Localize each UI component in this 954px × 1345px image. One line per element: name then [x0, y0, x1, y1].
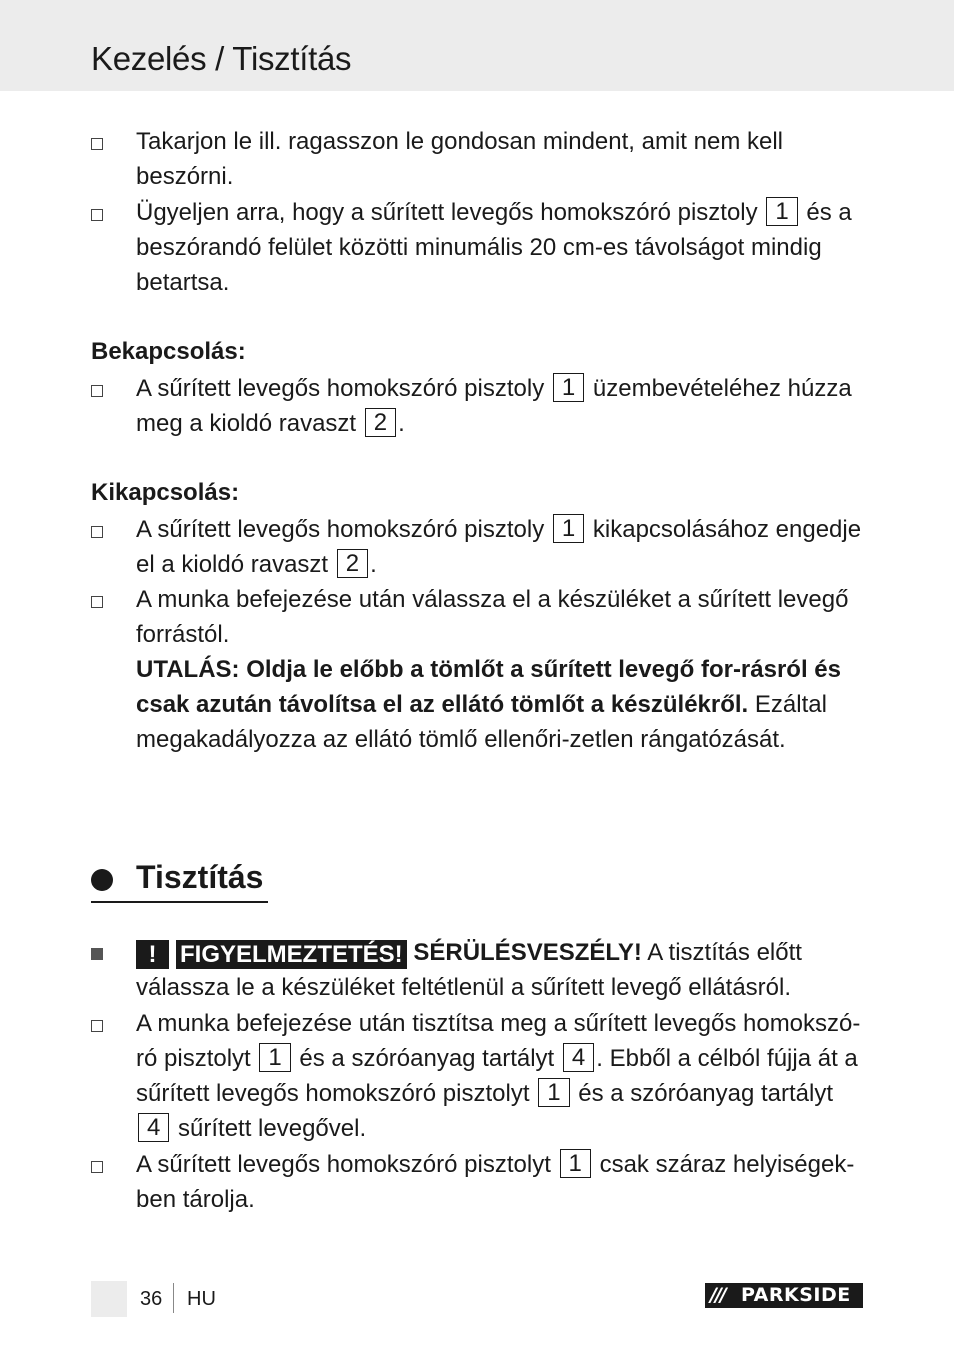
part-ref: 4: [563, 1043, 594, 1072]
subheading-off: Kikapcsolás:: [91, 479, 240, 506]
warning-badge: FIGYELMEZTETÉS!: [176, 940, 407, 969]
item-text: ! FIGYELMEZTETÉS! SÉRÜLÉSVESZÉLY! A tisztítás előtt válassza le a készüléket feltétlenül a sűrített levegő ellátásról.: [136, 939, 802, 1001]
square-bullet-icon: [91, 948, 103, 960]
parkside-logo: [705, 1283, 863, 1308]
page-number: 36: [140, 1288, 163, 1310]
item-text: A munka befejezése után válassza el a készüléket a sűrített levegő forrástól. UTALÁS: Oldja le előbb a tömlőt a sűrített levegő for-rásról és csak azután távolítsa el az ellátó tömlőt a készülékről. Ezáltal megakadályozza az ellátó tömlő ellenőri-zetlen rángatózását.: [136, 582, 871, 757]
footer-box: [91, 1281, 127, 1317]
logo-stripes-icon: ///: [710, 1284, 725, 1306]
bullet-dot-icon: [91, 869, 113, 891]
item-text: Takarjon le ill. ragasszon le gondosan mindent, amit nem kell beszórni.: [136, 128, 784, 190]
part-ref: 1: [538, 1078, 569, 1107]
part-ref: 4: [138, 1113, 169, 1142]
list-item: [91, 935, 871, 1005]
part-ref: 1: [259, 1043, 290, 1072]
footer-divider: [173, 1283, 174, 1313]
item-text: A sűrített levegős homokszóró pisztoly 1 üzembevételéhez húzza meg a kioldó ravaszt 2 .: [136, 374, 852, 437]
list-item: [91, 124, 871, 194]
part-ref: 1: [553, 514, 584, 543]
language-code: HU: [187, 1288, 216, 1310]
part-ref: 2: [365, 408, 396, 437]
section-heading: [91, 857, 268, 903]
part-ref: 2: [337, 549, 368, 578]
item-text: A sűrített levegős homokszóró pisztolyt 1 csak száraz helyiségek-ben tárolja.: [136, 1150, 855, 1213]
checkbox-bullet-icon: [91, 1020, 103, 1032]
list-item: [91, 195, 871, 300]
part-ref: 1: [553, 373, 584, 402]
list-item: [91, 1006, 871, 1146]
subheading-on: Bekapcsolás:: [91, 338, 246, 365]
checkbox-bullet-icon: [91, 138, 103, 150]
checkbox-bullet-icon: [91, 209, 103, 221]
item-text: A munka befejezése után tisztítsa meg a sűrített levegős homokszó-ró pisztolyt 1 és a szóróanyag tartályt 4 . Ebből a célból fújja át a sűrített levegős homokszóró pisztolyt 1 és a szóróanyag tartályt 4 sűrített levegővel.: [136, 1010, 861, 1142]
checkbox-bullet-icon: [91, 596, 103, 608]
checkbox-bullet-icon: [91, 526, 103, 538]
warning-title: SÉRÜLÉSVESZÉLY!: [413, 939, 642, 966]
checkbox-bullet-icon: [91, 385, 103, 397]
part-ref: 1: [766, 197, 797, 226]
item-text: Ügyeljen arra, hogy a sűrített levegős homokszóró pisztoly 1 és a beszórandó felület közötti minumális 20 cm-es távolságot mindig betartsa.: [136, 198, 852, 296]
checkbox-bullet-icon: [91, 1161, 103, 1173]
page-title: Kezelés / Tisztítás: [91, 40, 352, 77]
list-item: [91, 512, 871, 582]
list-item: [91, 371, 871, 441]
page-header: [0, 0, 954, 91]
list-item: [91, 582, 871, 757]
item-text: A sűrített levegős homokszóró pisztoly 1 kikapcsolásához engedje el a kioldó ravaszt 2 .: [136, 515, 862, 578]
section-title: Tisztítás: [136, 859, 264, 895]
warning-icon: !: [136, 940, 169, 969]
logo-text: PARKSIDE: [741, 1284, 851, 1306]
note: UTALÁS: Oldja le előbb a tömlőt a sűrített levegő for-rásról és csak azután távolítsa el az ellátó tömlőt a készülékről. Ezáltal megakadályozza az ellátó tömlő ellenőri-zetlen rángatózását.: [136, 656, 841, 753]
part-ref: 1: [560, 1149, 591, 1178]
list-item: [91, 1147, 871, 1217]
